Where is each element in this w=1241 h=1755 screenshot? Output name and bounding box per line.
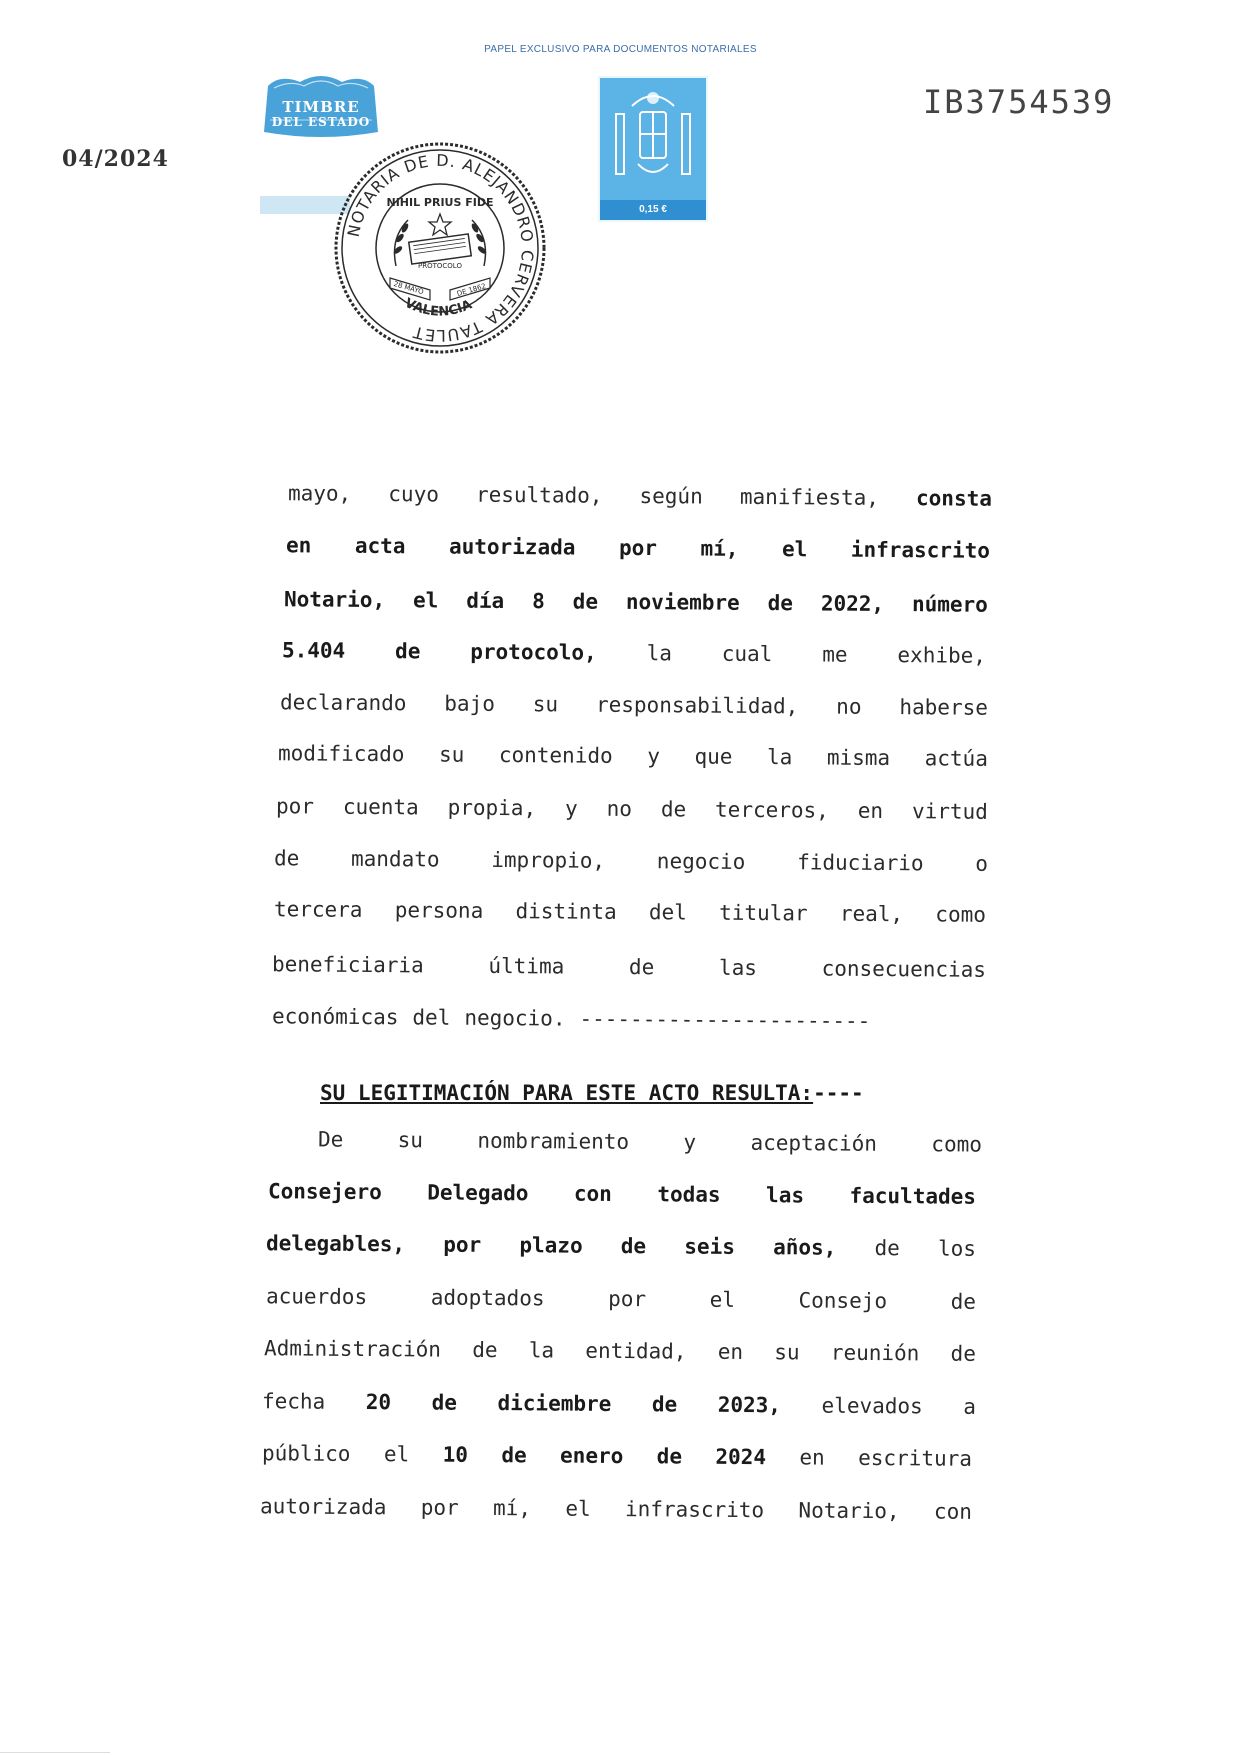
word [621,1234,646,1258]
bold-word: infrascrito [850,537,991,563]
body-line [288,481,992,511]
word: distinta [515,899,617,924]
bold-word: 2022, [820,591,885,616]
timbre-del-estado-badge [260,72,382,138]
word [497,1391,611,1416]
word: elevados [821,1393,923,1419]
timbre-line2: DEL ESTADO [271,115,371,129]
word: como [931,1132,983,1157]
word: de [628,955,655,980]
word [851,538,990,563]
word [626,590,740,615]
bold-word: facultades [849,1183,977,1209]
word: el [565,1496,591,1521]
word: o [975,851,989,876]
word: de [472,1337,498,1363]
bottom-rule [0,1752,110,1753]
body-line [286,533,990,563]
bold-word: el [412,588,439,613]
bold-word: diciembre [497,1391,612,1416]
word: fecha [261,1389,326,1414]
word [443,1233,481,1257]
bold-word: por [618,535,658,561]
bold-word: años, [773,1235,837,1260]
word: contenido [498,742,613,768]
word: exhibe, [897,643,987,668]
bold-word: las [766,1183,805,1208]
bold-word: en [285,533,312,558]
word [355,534,406,558]
word: y [683,1130,697,1155]
word [766,1183,804,1207]
body-line [272,1004,962,1033]
word: las [718,955,758,981]
bold-word: 2024 [715,1444,767,1470]
word: su [438,742,465,767]
word: en [857,798,884,823]
word: por [420,1495,459,1520]
word: los [937,1236,977,1261]
word: económicas [271,1004,399,1030]
word: real, [839,901,904,927]
word: mayo, [287,481,352,506]
word: manifiesta, [739,484,880,510]
word: resultado, [475,482,603,508]
bold-word: de [395,639,421,664]
word: de [660,797,687,822]
word: persona [394,898,484,923]
body-line [282,638,986,668]
word [657,1444,682,1468]
word [573,590,598,614]
word [574,1182,612,1206]
word: reunión [830,1340,920,1366]
word [366,1390,391,1414]
word: público [261,1441,351,1466]
word: aceptación [750,1130,878,1156]
bold-word: el [781,537,808,562]
word [286,533,311,557]
bold-word: de [656,1444,683,1469]
bold-word: por [443,1232,482,1257]
body2-line [260,1494,972,1524]
word [449,535,576,560]
word: y [564,796,578,821]
word: tercera [273,897,363,922]
word: y [647,744,661,769]
bold-word: acta [354,533,406,559]
word: actúa [924,746,988,771]
word: que [694,744,733,769]
bold-word: 20 [365,1390,392,1415]
heading-text: SU LEGITIMACIÓN PARA ESTE ACTO RESULTA: [320,1081,814,1105]
word [532,589,545,613]
bold-word: seis [684,1234,736,1259]
body2-line [266,1284,976,1314]
word: De [317,1127,344,1152]
word: de [950,1341,977,1366]
bold-word: protocolo, [470,639,597,665]
word [432,1391,457,1415]
word: última [488,953,565,979]
bold-word: de [767,591,794,616]
word [470,640,597,665]
document-number: 04/2024 [62,146,169,172]
word [268,1179,382,1204]
bold-word: 2023, [717,1392,782,1418]
word [684,1234,735,1258]
word: Administración [263,1336,442,1362]
word: por [275,794,315,819]
bold-word: mí, [700,536,739,561]
word: terceros, [714,797,829,823]
word: propia, [447,795,537,821]
body-line [274,897,986,927]
bold-word: Delegado [427,1180,529,1206]
body-line [284,587,988,617]
word [773,1235,836,1259]
fiscal-stamp [598,76,708,222]
word [849,1184,976,1209]
word: virtud [911,799,988,824]
body-line [274,846,988,876]
body2-line [266,1231,976,1261]
word: titular [719,900,808,926]
body-line [280,690,988,720]
word: me [822,642,848,667]
word [466,589,504,613]
body-line [278,741,988,771]
bold-word: día [466,588,505,613]
word: la [646,641,673,666]
word: la [766,745,793,770]
word: beneficiaria [271,952,424,978]
word: nombramiento [477,1128,630,1154]
word: su [532,692,559,717]
seal-book-label: PROTOCOLO [418,262,462,270]
word [916,486,992,511]
word: negocio. [464,1005,566,1031]
word [652,1392,677,1416]
word [519,1233,582,1257]
body-line [272,952,986,982]
timbre-line1: TIMBRE [282,98,360,116]
bold-word: de [501,1443,527,1468]
word: negocio [656,849,746,874]
body2-line [262,1389,976,1419]
serial-number: IB3754539 [923,83,1115,121]
word [395,639,420,663]
word: mí, [493,1496,532,1521]
word: autorizada [259,1494,387,1520]
heading-dashes: ---- [813,1081,864,1105]
word: por [608,1286,647,1312]
seal-motto: NIHIL PRIUS FIDE [386,196,494,209]
word [768,591,793,615]
bold-word: número [911,592,988,617]
seal-city: VALENCIA [402,295,475,320]
word [501,1443,526,1467]
word: de [273,846,300,871]
seal-ring-text: NOTARIA DE D. ALEJANDRO CERVERA TAULET [343,150,538,346]
word: el [383,1442,410,1467]
word: bajo [444,691,496,716]
bold-word: consta [915,486,993,511]
word [782,537,807,561]
word: de [950,1289,977,1314]
word: escritura [858,1445,973,1471]
word: cuyo [388,482,440,507]
word [427,1180,528,1205]
word: impropio, [491,847,606,873]
bold-word: de [572,589,599,614]
word [284,587,385,612]
word: no [606,796,633,821]
body2-line [318,1127,982,1156]
bold-word: de [651,1392,678,1417]
word: acuerdos [265,1284,368,1310]
bold-word: de [431,1390,458,1415]
stamp-value: 0,15 € [639,204,667,215]
body2-line [264,1336,976,1366]
word [560,1444,623,1468]
word: la [528,1338,555,1363]
word [912,592,988,617]
seal-ribbon-left: 28 MAYO [392,279,425,297]
word: el [709,1287,736,1312]
word [413,588,438,612]
word: consecuencias [821,956,987,982]
notary-seal-icon [330,138,550,358]
word: adoptados [430,1285,545,1311]
body2-line [262,1441,972,1471]
paper-notice: PAPEL EXCLUSIVO PARA DOCUMENTOS NOTARIALES [484,44,757,55]
word: mandato [350,846,440,872]
word: con [933,1499,973,1524]
bold-word: 5.404 [281,638,346,663]
bold-word: autorizada [448,534,576,560]
notary-seal [330,138,550,358]
word: a [963,1394,977,1419]
bold-word: de [620,1233,647,1259]
word [718,1393,781,1417]
word [443,1443,468,1467]
word: Notario, [798,1498,900,1524]
word [821,591,884,615]
legitimation-heading [320,1081,864,1105]
word: de [874,1235,900,1261]
word [700,536,738,560]
word: su [397,1128,424,1153]
word [282,638,345,662]
word: en [799,1445,825,1470]
bold-word: plazo [519,1233,583,1258]
word: como [935,902,987,927]
word: según [639,483,703,509]
word: cual [721,641,773,667]
bold-word: con [573,1181,612,1206]
word [266,1231,405,1256]
word [619,536,657,560]
coat-of-arms-icon [598,76,708,222]
word: Consejo [798,1288,888,1314]
seal-ribbon-right: DE 1862 [455,282,487,299]
bold-word: enero [560,1443,624,1469]
body2-line [268,1179,976,1209]
bold-word: todas [657,1182,721,1207]
bold-word: 10 [442,1442,469,1467]
word: del [412,1005,451,1030]
bold-word: Consejero [267,1179,382,1205]
word [715,1445,766,1469]
word: del [648,900,687,925]
svg-text:VALENCIA [402,296,474,320]
word: haberse [899,695,989,720]
bold-word: noviembre [625,589,740,615]
body-line [276,794,988,824]
word: no [836,694,862,719]
word: entidad, [585,1338,687,1364]
word: fiduciario [797,850,924,876]
word: declarando [279,690,407,716]
word: responsabilidad, [595,692,799,719]
word: cuenta [342,794,419,820]
word: infrascrito [624,1497,765,1523]
word: ----------------------- [579,1006,871,1033]
word [657,1182,720,1206]
word: su [774,1340,800,1365]
bold-word: delegables, [265,1231,406,1257]
word: misma [826,745,891,771]
word: en [717,1339,744,1364]
bold-word: Notario, [283,587,386,613]
word: modificado [277,741,405,767]
bold-word: 8 [532,589,545,614]
